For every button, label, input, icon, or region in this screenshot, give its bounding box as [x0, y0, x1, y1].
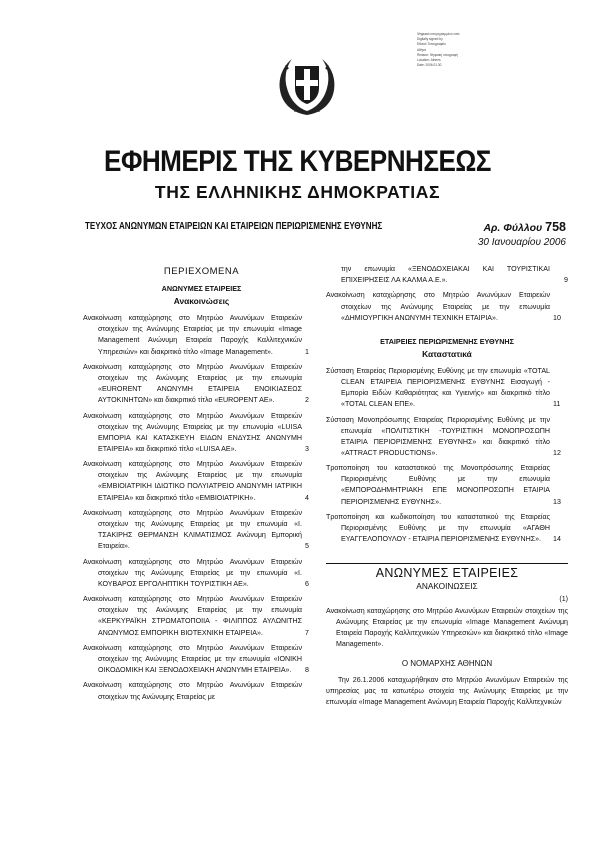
- toc-subsection-heading: Ανακοινώσεις: [173, 296, 230, 307]
- issue-number-label: Αρ. Φύλλου: [483, 222, 543, 234]
- toc-entry-text: Ανακοίνωση καταχώρησης στο Μητρώο Ανωνύμων Εταιρειών στοιχείων της Ανώνυμης Εταιρείας με: [83, 681, 302, 701]
- toc-entry[interactable]: Ανακοίνωση καταχώρησης στο Μητρώο Ανωνύμων Εταιρειών στοιχείων της Ανώνυμης Εταιρείας με την επωνυμία «ΔΗΜΙΟΥΡΓΙΚΗ ΑΝΩΝΥΜΗ ΤΕΧΝΙΚΗ ΕΤΑΙΡΙΑ». 10: [326, 291, 561, 322]
- toc-entry[interactable]: [326, 264, 568, 286]
- toc-entry[interactable]: Σύσταση Εταιρείας Περιορισμένης Ευθύνης με την επωνυμία «TOTAL CLEAN ΕΤΑΙΡΕΙΑ ΠΕΡΙΟΡΙΣΜΕΝΗΣ ΕΥΘΥΝΗΣ Εισαγωγή - Εμπορία Ειδών Καθαριότητας και Υγιεινής» και διακριτικό τίτλο «TOTAL CLEAN ΕΠΕ». 11: [326, 366, 561, 409]
- toc-entry[interactable]: Ανακοίνωση καταχώρησης στο Μητρώο Ανωνύμων Εταιρειών στοιχείων της Ανώνυμης Εταιρείας με την επωνυμία «EURORENT ΑΝΩΝΥΜΗ ΕΤΑΙΡΕΙΑ ΕΝΟΙΚΙΑΣΕΩΣ ΑΥΤΟΚΙΝΗΤΩΝ» και διακριτικό τίτλο «EUROPENT AE». 2: [83, 362, 309, 405]
- toc-entry-text: Ανακοίνωση καταχώρησης στο Μητρώο Ανωνύμων Εταιρειών στοιχείων της Ανώνυμης Εταιρείας με την επωνυμία «ΕΜΒΙΟΙΑΤΡΙΚΗ ΙΔΙΩΤΙΚΟ ΠΟΛΥΙΑΤΡΕΙΟ ΑΝΩΝΥΜΗ ΙΑΤΡΙΚΗ ΕΤΑΙΡΕΙΑ» και διακριτικό τίτλο «ΕΜΒΙΟΙΑΤΡΙΚΗ».: [83, 460, 302, 502]
- gazette-subtitle: ΤΗΣ ΕΛΛΗΝΙΚΗΣ ΔΗΜΟΚΡΑΤΙΑΣ: [154, 182, 441, 202]
- toc-entry-text: Ανακοίνωση καταχώρησης στο Μητρώο Ανωνύμων Εταιρειών στοιχείων της Ανώνυμης Εταιρείας με την επωνυμία «LUISA ΕΜΠΟΡΙΑ ΚΑΙ ΚΑΤΑΣΚΕΥΗ ΕΙΔΩΝ ΕΝΔΥΣΗΣ ΑΝΩΝΥΜΗ ΕΤΑΙΡΕΙΑ» και διακριτικό τίτλο «LUISA AE».: [83, 411, 302, 453]
- toc-heading: ΠΕΡΙΕΧΟΜΕΝΑ: [163, 266, 240, 277]
- toc-entry[interactable]: Τροποποίηση και κωδικοποίηση του καταστατικού της Εταιρείας Περιορισμένης Ευθύνης με την επωνυμία «ΑΓΑΘΗ ΕΥΑΓΓΕΛΟΠΟΥΛΟΥ - ΕΤΑΙΡΙΑ ΠΕΡΙΟΡΙΣΜΕΝΗΣ ΕΥΘΥΝΗΣ». 14: [326, 512, 561, 544]
- toc-subsection-heading: Καταστατικά: [422, 348, 472, 359]
- notice-title: Ανακοίνωση καταχώρησης στο Μητρώο Ανωνύμων Εταιρειών στοιχείων της Ανώνυμης Εταιρείας με την επωνυμία «Image Management Ανώνυμη Εταιρεία Παροχής Καλλιτεχνικών Υπηρεσιών» και διακριτικό τίτλο «Image Management».: [326, 606, 568, 648]
- toc-entry-text: Σύσταση Εταιρείας Περιορισμένης Ευθύνης με την επωνυμία «TOTAL CLEAN ΕΤΑΙΡΕΙΑ ΠΕΡΙΟΡΙΣΜΕΝΗΣ ΕΥΘΥΝΗΣ Εισαγωγή - Εμπορία Ειδών Καθαριότητας και Υγιεινής» και διακριτικό τίτλο «TOTAL CLEAN ΕΠΕ».: [326, 366, 550, 409]
- toc-entry[interactable]: Σύσταση Μονοπρόσωπης Εταιρείας Περιορισμένης Ευθύνης με την επωνυμία «ΠΟΛΙΤΙΣΤΙΚΗ -ΤΟΥΡΙΣΤΙΚΗ ΜΟΝΟΠΡΟΣΩΠΗ ΕΤΑΙΡΙΑ ΠΕΡΙΟΡΙΣΜΕΝΗΣ ΕΥΘΥΝΗΣ» και διακριτικό τίτλο «ATTRACT PRODUCTIONS». 12: [326, 415, 561, 457]
- stamp-line: Εθνικό Τυπογραφείο: [417, 42, 446, 47]
- toc-entry-text: Ανακοίνωση καταχώρησης στο Μητρώο Ανωνύμων Εταιρειών στοιχείων της Ανώνυμης Εταιρείας με την επωνυμία «EURORENT ΑΝΩΝΥΜΗ ΕΤΑΙΡΕΙΑ ΕΝΟΙΚΙΑΣΕΩΣ ΑΥΤΟΚΙΝΗΤΩΝ» και διακριτικό τίτλο «EUROPENT AE».: [83, 362, 302, 405]
- issue-number: [483, 220, 566, 234]
- stamp-line: Αθήνα: [417, 47, 427, 52]
- stamp-line: Location: Athens: [417, 58, 441, 63]
- stamp-line: Reason: Ψηφιακή υπογραφή: [417, 52, 458, 57]
- notice-number: (1): [559, 595, 568, 604]
- toc-entry-text: Τροποποίηση και κωδικοποίηση του καταστατικού της Εταιρείας Περιορισμένης Ευθύνης με την επωνυμία «ΑΓΑΘΗ ΕΥΑΓΓΕΛΟΠΟΥΛΟΥ - ΕΤΑΙΡΙΑ ΠΕΡΙΟΡΙΣΜΕΝΗΣ ΕΥΘΥΝΗΣ».: [326, 512, 550, 544]
- toc-section-block: [326, 336, 568, 360]
- body-section-heading: ΑΝΩΝΥΜΕΣ ΕΤΑΙΡΕΙΕΣ: [326, 563, 568, 579]
- toc-entry[interactable]: Ανακοίνωση καταχώρησης στο Μητρώο Ανωνύμων Εταιρειών στοιχείων της Ανώνυμης Εταιρείας με την επωνυμία «LUISA ΕΜΠΟΡΙΑ ΚΑΙ ΚΑΤΑΣΚΕΥΗ ΕΙΔΩΝ ΕΝΔΥΣΗΣ ΑΝΩΝΥΜΗ ΕΤΑΙΡΕΙΑ» και διακριτικό τίτλο «LUISA AE». 3: [83, 411, 309, 453]
- issuing-authority: Ο ΝΟΜΑΡΧΗΣ ΑΘΗΝΩΝ: [401, 658, 493, 668]
- stamp-line: Digitally signed by: [417, 37, 443, 42]
- toc-section-heading: ΕΤΑΙΡΕΙΕΣ ΠΕΡΙΩΡΙΣΜΕΝΗΣ ΕΥΘΥΝΗΣ: [380, 336, 514, 346]
- stamp-line: Ψηφιακά υπογεγραμμένο από: [417, 32, 460, 36]
- toc-entry[interactable]: Ανακοίνωση καταχώρησης στο Μητρώο Ανωνύμων Εταιρειών στοιχείων της Ανώνυμης Εταιρείας με την επωνυμία «ΚΕΡΚΥΡΑΪΚΗ ΣΤΡΩΜΑΤΟΠΟΙΙΑ - ΦΙΛΙΠΠΟΣ ΑΥΛΩΝΙΤΗΣ ΑΝΩΝΥΜΟΣ ΕΜΠΟΡΙΚΗ ΒΙΟΤΕΧΝΙΚΗ ΕΤΑΙΡΕΙΑ». 7: [83, 595, 309, 637]
- toc-entry[interactable]: Ανακοίνωση καταχώρησης στο Μητρώο Ανωνύμων Εταιρειών στοιχείων της Ανώνυμης Εταιρείας με την επωνυμία «ΕΜΒΙΟΙΑΤΡΙΚΗ ΙΔΙΩΤΙΚΟ ΠΟΛΥΙΑΤΡΕΙΟ ΑΝΩΝΥΜΗ ΙΑΤΡΙΚΗ ΕΤΑΙΡΕΙΑ» και διακριτικό τίτλο «ΕΜΒΙΟΙΑΤΡΙΚΗ». 4: [83, 460, 309, 502]
- toc-entry-text: Τροποποίηση του καταστατικού της Μονοπρόσωπης Εταιρείας Περιορισμένης Ευθύνης με την επωνυμία «ΕΜΠΟΡΟΔΗΜΗΤΡΙΑΚΗ ΕΠΕ ΜΟΝΟΠΡΟΣΩΠΗ ΕΤΑΙΡΙΑ ΠΕΡΙΟΡΙΣΜΕΝΗΣ ΕΥΘΥΝΗΣ».: [326, 464, 550, 506]
- toc-entry-text: Σύσταση Μονοπρόσωπης Εταιρείας Περιορισμένης Ευθύνης με την επωνυμία «ΠΟΛΙΤΙΣΤΙΚΗ -ΤΟΥΡΙΣΤΙΚΗ ΜΟΝΟΠΡΟΣΩΠΗ ΕΤΑΙΡΙΑ ΠΕΡΙΟΡΙΣΜΕΝΗΣ ΕΥΘΥΝΗΣ» και διακριτικό τίτλο «ATTRACT PRODUCTIONS».: [326, 415, 550, 457]
- stamp-line: Date: 2006.01.30: [417, 63, 442, 68]
- toc-entry-text: Ανακοίνωση καταχώρησης στο Μητρώο Ανωνύμων Εταιρειών στοιχείων της Ανώνυμης Εταιρείας με την επωνυμία «ΔΗΜΙΟΥΡΓΙΚΗ ΑΝΩΝΥΜΗ ΤΕΧΝΙΚΗ ΕΤΑΙΡΙΑ».: [326, 291, 550, 322]
- notice-paragraph: Την 26.1.2006 καταχωρήθηκαν στο Μητρώο Ανωνύμων Εταιρειών της υπηρεσίας μας τα κατωτέρω στοιχεία της Ανώνυμης Εταιρείας με την επωνυμία «Image Management Ανώνυμη Εταιρεία Παροχής Καλλιτεχνικών: [326, 676, 568, 707]
- right-column: [326, 264, 568, 708]
- toc-entry[interactable]: Ανακοίνωση καταχώρησης στο Μητρώο Ανωνύμων Εταιρειών στοιχείων της Ανώνυμης Εταιρείας με την επωνυμία «Ι. ΚΟΥΒΑΡΟΣ ΕΡΓΟΛΗΠΤΙΚΗ ΤΟΥΡΙΣΤΙΚΗ ΑΕ». 6: [83, 557, 309, 588]
- coat-of-arms-icon: [277, 54, 337, 116]
- issue-series: ΤΕΥΧΟΣ ΑΝΩΝΥΜΩΝ ΕΤΑΙΡΕΙΩΝ ΚΑΙ ΕΤΑΙΡΕΙΩΝ ΠΕΡΙΩΡΙΣΜΕΝΗΣ ΕΥΘΥΝΗΣ: [85, 221, 383, 232]
- body-subsection-heading: ΑΝΑΚΟΙΝΩΣΕΙΣ: [416, 581, 478, 592]
- toc-entry-text: Ανακοίνωση καταχώρησης στο Μητρώο Ανωνύμων Εταιρειών στοιχείων της Ανώνυμης Εταιρείας με την επωνυμία «Image Management Ανώνυμη Εταιρεία Παροχής Καλλιτεχνικών Υπηρεσιών» και διακριτικό τίτλο «Image Management».: [83, 314, 302, 356]
- toc-left-column: [83, 266, 320, 707]
- toc-entry-text: την επωνυμία «ΞΕΝΟΔΟΧΕΙΑΚΑΙ ΚΑΙ ΤΟΥΡΙΣΤΙΚΑΙ ΕΠΙΧΕΙΡΗΣΕΙΣ ΛΑ ΚΑΛΜΑ Α.Ε.».: [341, 265, 550, 285]
- toc-entry[interactable]: Ανακοίνωση καταχώρησης στο Μητρώο Ανωνύμων Εταιρειών στοιχείων της Ανώνυμης Εταιρείας με την επωνυμία «ΙΟΝΙΚΗ ΟΙΚΟΔΟΜΙΚΗ ΚΑΙ ΞΕΝΟΔΟΧΕΙΑΚΗ ΑΝΩΝΥΜΗ ΕΤΑΙΡΕΙΑ». 8: [83, 643, 309, 675]
- toc-entry[interactable]: Ανακοίνωση καταχώρησης στο Μητρώο Ανωνύμων Εταιρειών στοιχείων της Ανώνυμης Εταιρείας με την επωνυμία «Image Management Ανώνυμη Εταιρεία Παροχής Καλλιτεχνικών Υπηρεσιών» και διακριτικό τίτλο «Image Management». 1: [83, 314, 309, 356]
- gazette-title: ΕΦΗΜΕΡΙΣ ΤΗΣ ΚΥΒΕΡΝΗΣΕΩΣ: [104, 145, 491, 178]
- toc-section-heading: ΑΝΩΝΥΜΕΣ ΕΤΑΙΡΕΙΕΣ: [161, 284, 242, 294]
- toc-entry-text: Ανακοίνωση καταχώρησης στο Μητρώο Ανωνύμων Εταιρειών στοιχείων της Ανώνυμης Εταιρείας με την επωνυμία «ΚΕΡΚΥΡΑΪΚΗ ΣΤΡΩΜΑΤΟΠΟΙΙΑ - ΦΙΛΙΠΠΟΣ ΑΥΛΩΝΙΤΗΣ ΑΝΩΝΥΜΟΣ ΕΜΠΟΡΙΚΗ ΒΙΟΤΕΧΝΙΚΗ ΕΤΑΙΡΕΙΑ».: [83, 595, 302, 637]
- issue-number-value: 758: [545, 220, 566, 234]
- issue-date: 30 Ιανουαρίου 2006: [477, 237, 566, 248]
- digital-signature-stamp: [417, 32, 473, 68]
- toc-entry-page: 9: [564, 276, 568, 285]
- toc-entry[interactable]: Τροποποίηση του καταστατικού της Μονοπρόσωπης Εταιρείας Περιορισμένης Ευθύνης με την επωνυμία «ΕΜΠΟΡΟΔΗΜΗΤΡΙΑΚΗ ΕΠΕ ΜΟΝΟΠΡΟΣΩΠΗ ΕΤΑΙΡΙΑ ΠΕΡΙΟΡΙΣΜΕΝΗΣ ΕΥΘΥΝΗΣ». 13: [326, 464, 561, 506]
- toc-entry-text: Ανακοίνωση καταχώρησης στο Μητρώο Ανωνύμων Εταιρειών στοιχείων της Ανώνυμης Εταιρείας με την επωνυμία «ΙΟΝΙΚΗ ΟΙΚΟΔΟΜΙΚΗ ΚΑΙ ΞΕΝΟΔΟΧΕΙΑΚΗ ΑΝΩΝΥΜΗ ΕΤΑΙΡΕΙΑ».: [83, 643, 302, 675]
- toc-entry[interactable]: [83, 680, 320, 702]
- toc-entry-text: Ανακοίνωση καταχώρησης στο Μητρώο Ανωνύμων Εταιρειών στοιχείων της Ανώνυμης Εταιρείας με την επωνυμία «Ι. ΤΣΑΚΙΡΗΣ ΘΕΡΜΑΝΣΗ ΚΛΙΜΑΤΙΣΜΟΣ Ανώνυμη Εμπορική Εταιρεία».: [83, 508, 302, 551]
- toc-entry[interactable]: Ανακοίνωση καταχώρησης στο Μητρώο Ανωνύμων Εταιρειών στοιχείων της Ανώνυμης Εταιρείας με την επωνυμία «Ι. ΤΣΑΚΙΡΗΣ ΘΕΡΜΑΝΣΗ ΚΛΙΜΑΤΙΣΜΟΣ Ανώνυμη Εμπορική Εταιρεία». 5: [83, 508, 309, 551]
- toc-entry-text: Ανακοίνωση καταχώρησης στο Μητρώο Ανωνύμων Εταιρειών στοιχείων της Ανώνυμης Εταιρείας με την επωνυμία «Ι. ΚΟΥΒΑΡΟΣ ΕΡΓΟΛΗΠΤΙΚΗ ΤΟΥΡΙΣΤΙΚΗ ΑΕ».: [83, 557, 302, 588]
